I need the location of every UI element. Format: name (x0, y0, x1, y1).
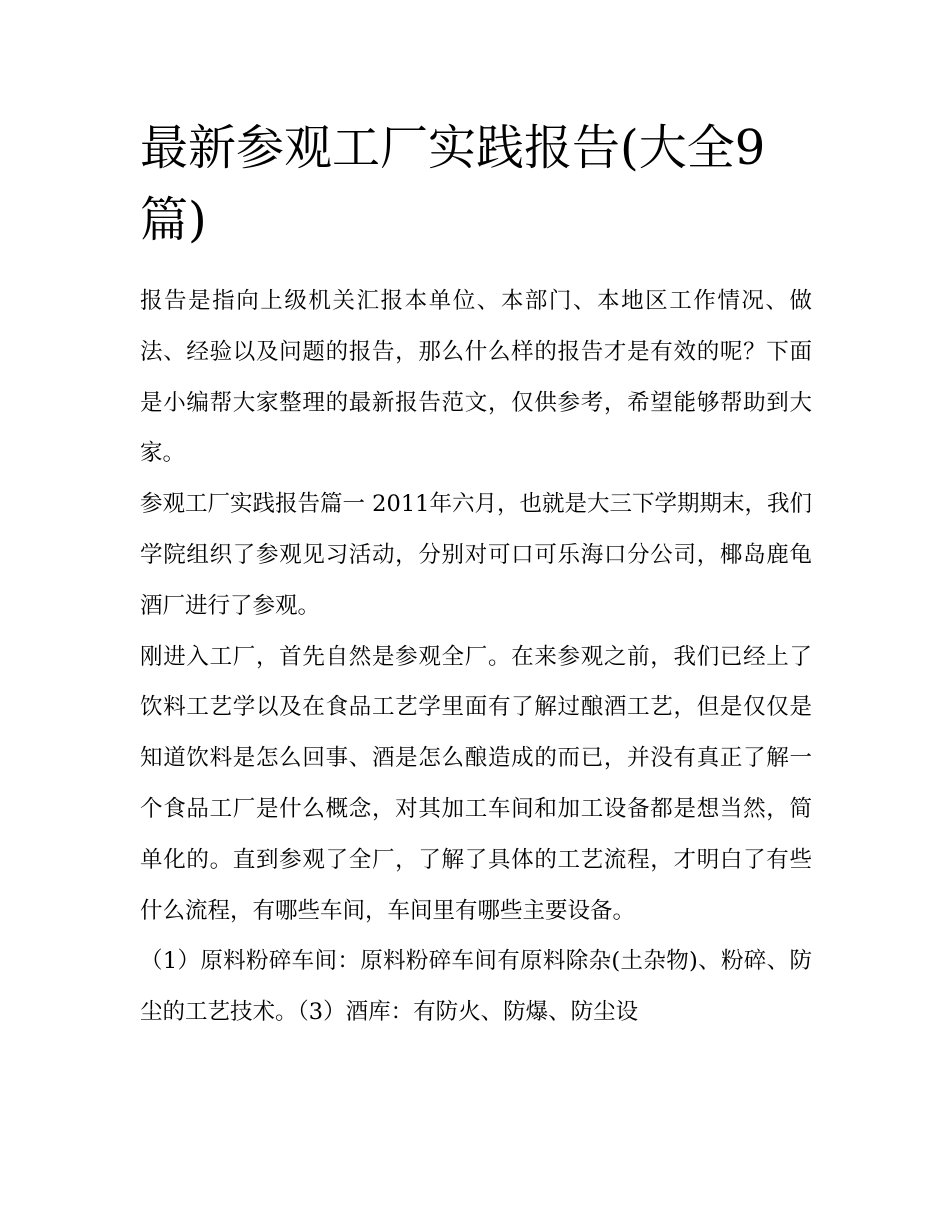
paragraph-chapter-one: 参观工厂实践报告篇一 2011年六月，也就是大三下学期期末，我们学院组织了参观见习活动，分别对可口可乐海口分公司，椰岛鹿龟酒厂进行了参观。 (140, 491, 812, 619)
paragraph-factory-tour: 刚进入工厂，首先自然是参观全厂。在来参观之前，我们已经上了饮料工艺学以及在食品工艺学里面有了解过酿酒工艺，但是仅仅是知道饮料是怎么回事、酒是怎么酿造成的而已，并没有真正了解一个食品工厂是什么概念，对其加工车间和加工设备都是想当然，简单化的。直到参观了全厂，了解了具体的工艺流程，才明白了有些什么流程，有哪些车间，车间里有哪些主要设备。 (140, 643, 812, 924)
document-body (140, 276, 812, 1038)
paragraph-intro: 报告是指向上级机关汇报本单位、本部门、本地区工作情况、做法、经验以及问题的报告，那么什么样的报告才是有效的呢？下面是小编帮大家整理的最新报告范文，仅供参考，希望能够帮助到大家。 (140, 288, 812, 467)
paragraph-workshops: （1）原料粉碎车间：原料粉碎车间有原料除杂(土杂物)、粉碎、防尘的工艺技术。（3）酒库：有防火、防爆、防尘设 (140, 948, 812, 1026)
document-title: 最新参观工厂实践报告(大全9篇) (140, 120, 766, 248)
